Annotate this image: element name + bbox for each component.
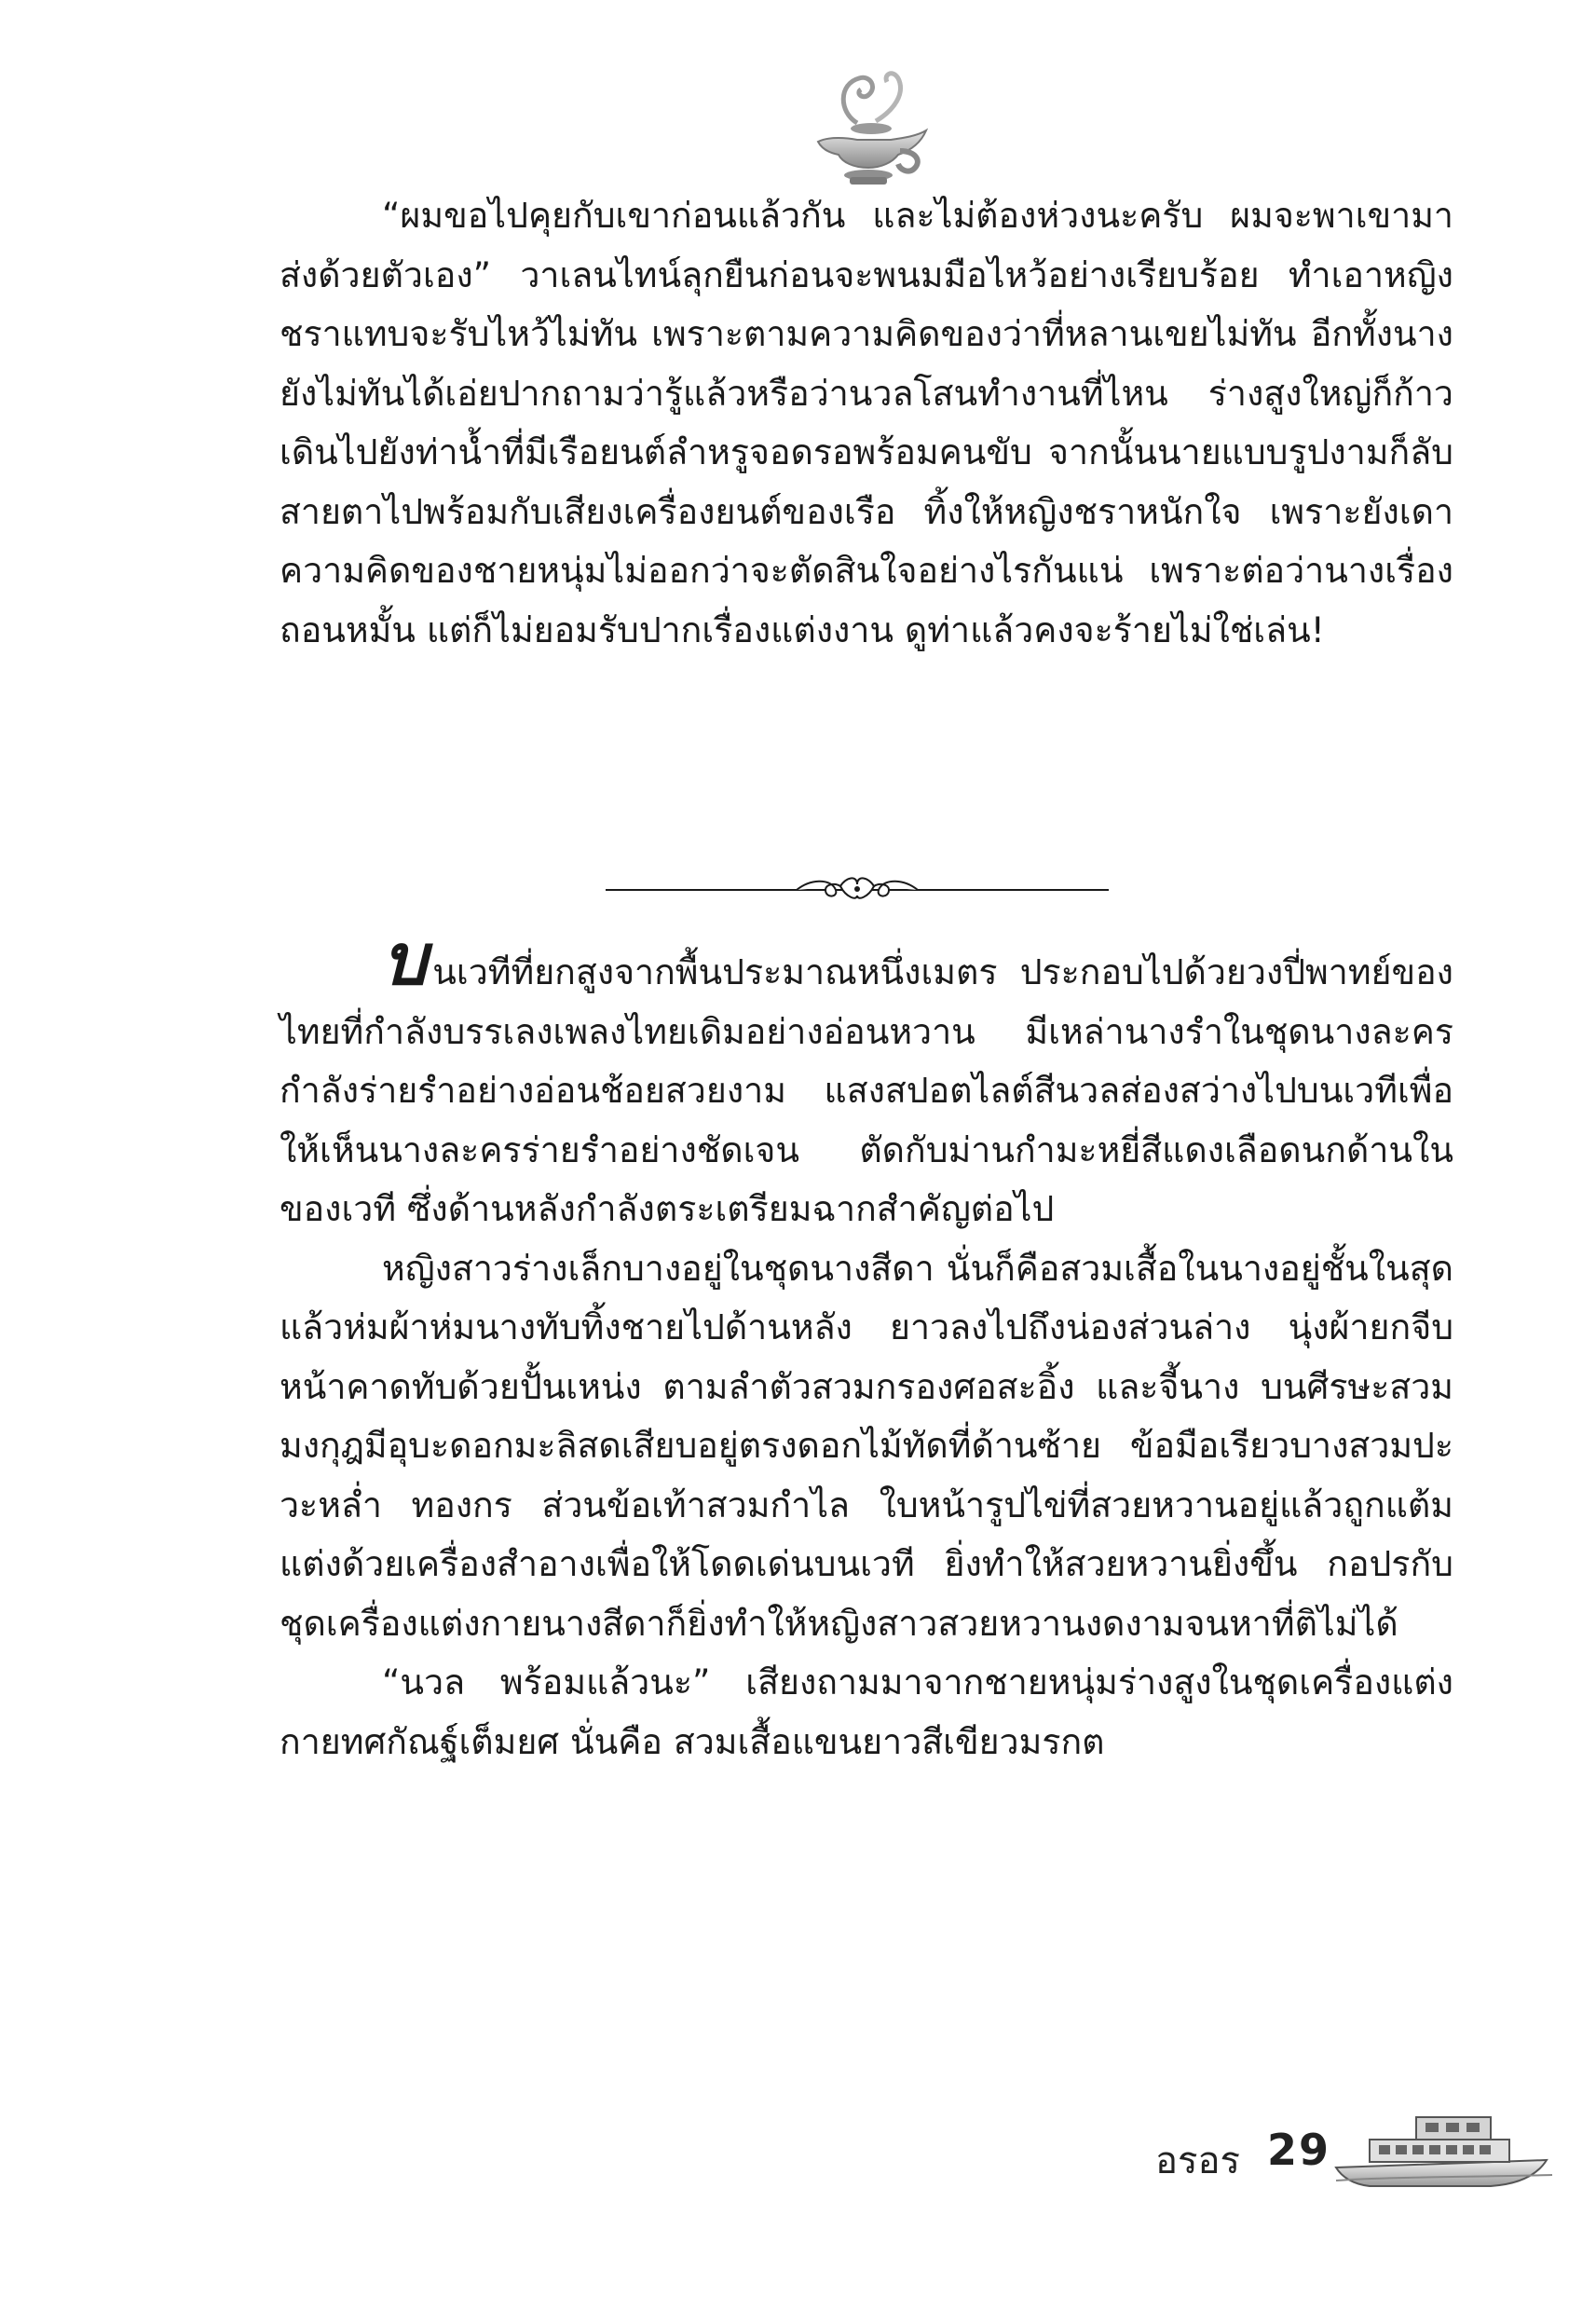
- paragraph-with-dropcap: [280, 918, 1453, 1239]
- section-two: [280, 918, 1453, 1771]
- genie-lamp-icon: [801, 65, 941, 196]
- paragraph: “ผมขอไปคุยกับเขาก่อนแล้วกัน และไม่ต้องห่วงนะครับ ผมจะพาเขามาส่งด้วยตัวเอง” วาเลนไทน์ลุกยืนก่อนจะพนมมือไหว้อย่างเรียบร้อย ทำเอาหญิงชราแทบจะรับไหว้ไม่ทัน เพราะตามความคิดของว่าที่หลานเขยไม่ทัน อีกทั้งนางยังไม่ทันได้เอ่ยปากถามว่ารู้แล้วหรือว่านวลโสนทำงานที่ไหน ร่างสูงใหญ่ก็ก้าวเดินไปยังท่าน้ำที่มีเรือยนต์ลำหรูจอดรอพร้อมคนขับ จากนั้นนายแบบรูปงามก็ลับสายตาไปพร้อมกับเสียงเครื่องยนต์ของเรือ ทิ้งให้หญิงชราหนักใจ เพราะยังเดาความคิดของชายหนุ่มไม่ออกว่าจะตัดสินใจอย่างไรกันแน่ เพราะต่อว่านางเรื่องถอนหมั้น แต่ก็ไม่ยอมรับปากเรื่องแต่งงาน ดูท่าแล้วคงจะร้ายไม่ใช่เล่น!: [280, 195, 1453, 650]
- page-footer: [1155, 2106, 1565, 2190]
- top-text-block: [280, 186, 1453, 660]
- drop-cap: บ: [382, 918, 428, 1001]
- page-number: 29: [1267, 2125, 1331, 2175]
- boat-icon: [1332, 2106, 1556, 2190]
- paragraph: หญิงสาวร่างเล็กบางอยู่ในชุดนางสีดา นั่นก็คือสวมเสื้อในนางอยู่ชั้นในสุด แล้วห่มผ้าห่มนางทับทิ้งชายไปด้านหลัง ยาวลงไปถึงน่องส่วนล่าง นุ่งผ้ายกจีบหน้าคาดทับด้วยปั้นเหน่ง ตามลำตัวสวมกรองศอสะอิ้ง และจี้นาง บนศีรษะสวมมงกุฎมีอุบะดอกมะลิสดเสียบอยู่ตรงดอกไม้ทัดที่ด้านซ้าย ข้อมือเรียวบางสวมปะวะหล่ำ ทองกร ส่วนข้อเท้าสวมกำไล ใบหน้ารูปไข่ที่สวยหวานอยู่แล้วถูกแต้มแต่งด้วยเครื่องสำอางเพื่อให้โดดเด่นบนเวที ยิ่งทำให้สวยหวานยิ่งขึ้น กอปรกับชุดเครื่องแต่งกายนางสีดาก็ยิ่งทำให้หญิงสาวสวยหวานงดงามจนหาที่ติไม่ได้: [280, 1247, 1453, 1644]
- paragraph: “นวล พร้อมแล้วนะ” เสียงถามมาจากชายหนุ่มร่างสูงในชุดเครื่องแต่งกายทศกัณฐ์เต็มยศ นั่นคือ สวมเสื้อแขนยาวสีเขียวมรกต: [280, 1661, 1453, 1762]
- paragraph-text: นเวทีที่ยกสูงจากพื้นประมาณหนึ่งเมตร ประกอบไปด้วยวงปี่พาทย์ของไทยที่กำลังบรรเลงเพลงไทยเดิมอย่างอ่อนหวาน มีเหล่านางรำในชุดนางละครกำลังร่ายรำอย่างอ่อนช้อยสวยงาม แสงสปอตไลต์สีนวลส่องสว่างไปบนเวทีเพื่อให้เห็นนางละครร่ายรำอย่างชัดเจน ตัดกับม่านกำมะหยี่สีแดงเลือดนกด้านในของเวที ซึ่งด้านหลังกำลังตระเตรียมฉากสำคัญต่อไป: [280, 951, 1453, 1229]
- section-divider: [606, 871, 1109, 909]
- book-title: อรอร: [1155, 2140, 1241, 2182]
